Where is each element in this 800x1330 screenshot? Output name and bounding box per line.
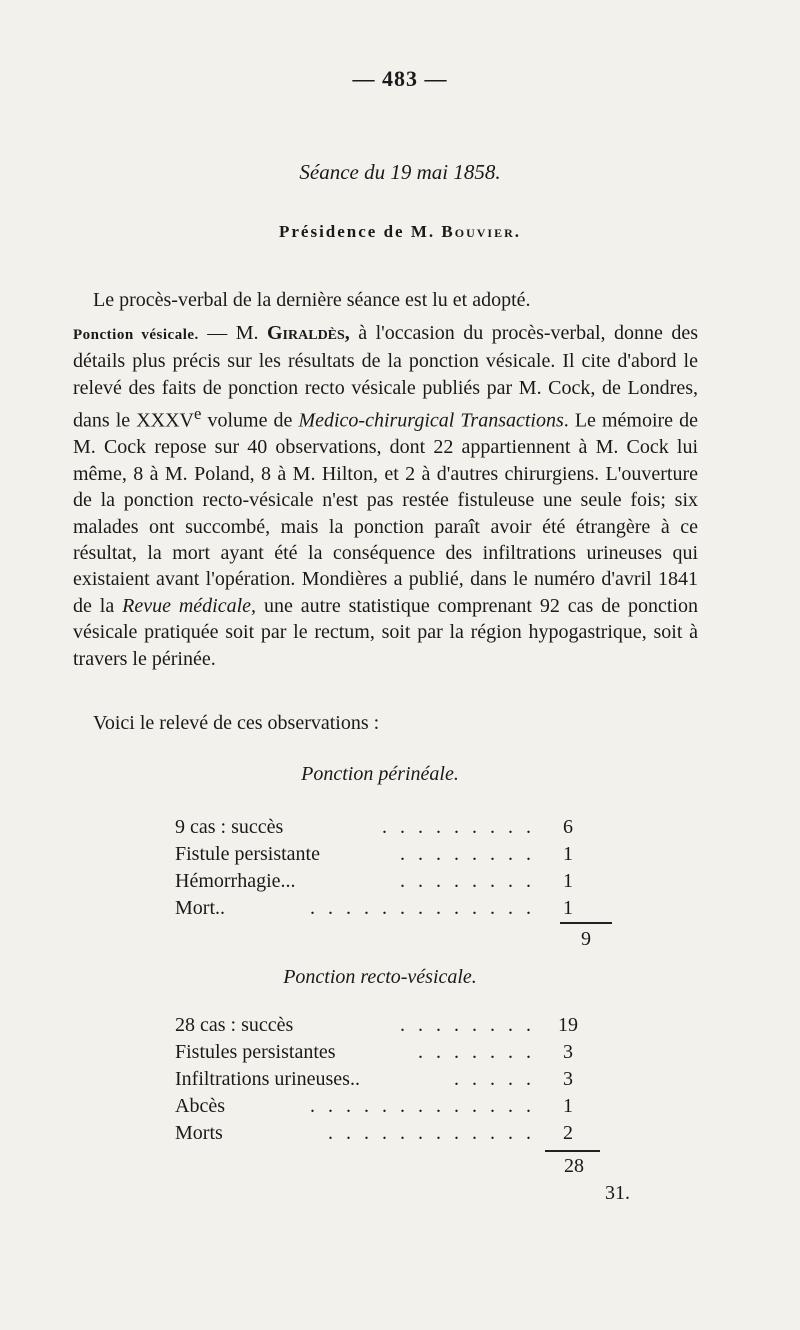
- table-row: [175, 1039, 590, 1066]
- row-dots: . . . . . . . . .: [382, 816, 535, 838]
- row-label: 28 cas : succès: [175, 1014, 294, 1036]
- main-paragraph: [73, 320, 698, 672]
- row-value: 19: [558, 1014, 578, 1036]
- row-dots: . . . . . . .: [418, 1041, 535, 1063]
- row-value: 1: [563, 843, 573, 865]
- paragraph-dash: — M.: [198, 322, 267, 344]
- row-value: 3: [563, 1068, 573, 1090]
- row-dots: . . . . .: [454, 1068, 535, 1090]
- paragraph-text-3: . Le mémoire de M. Cock repose sur 40 observations, dont 22 appartiennent à M. Cock lui même, 8 à M. Poland, 8 à M. Hilton, et 2 à d'autres chirurgiens. L'ouverture de la ponction recto-vésicale n'est pas restée fistuleuse une seule fois; six malades ont succombé, mais la ponction paraît avoir été étrangère à ce résultat, la mort ayant été la conséquence des infiltrations urineuses qui existaient avant l'opération. Mondières a publié, dans le numéro d'avril 1841 de la: [73, 409, 698, 617]
- presidency-line: [0, 222, 800, 242]
- journal-title-1: Medico-chirurgical Transactions: [298, 409, 564, 432]
- row-dots: . . . . . . . . . . . .: [328, 1122, 535, 1144]
- presidency-prefix: Présidence de M.: [278, 222, 442, 241]
- row-label: Hémorrhagie...: [175, 870, 296, 892]
- table2: [175, 1012, 590, 1147]
- table2-title: Ponction recto-vésicale.: [283, 966, 477, 988]
- row-label: Infiltrations urineuses..: [175, 1068, 360, 1090]
- table1: [175, 814, 590, 922]
- paragraph-text-1: à l'occasion du procès-verbal, donne des détails plus précis sur les résultats de la ponction vésicale. Il cite d'abord le relevé des faits de ponction recto vésicale publiés par M. Cock, de Londres, dans le XXXV: [73, 322, 698, 432]
- table-row: [175, 895, 590, 922]
- row-value: 1: [563, 897, 573, 919]
- journal-title-2: Revue médicale,: [122, 594, 257, 617]
- row-label: 9 cas : succès: [175, 816, 284, 838]
- row-label: Fistule persistante: [175, 843, 320, 865]
- sum-rule: [560, 922, 612, 924]
- row-value: 6: [563, 816, 573, 838]
- sum-rule: [545, 1150, 600, 1152]
- row-value: 1: [563, 870, 573, 892]
- grand-total: 31.: [605, 1182, 630, 1204]
- paragraph-text-2: volume de: [201, 409, 299, 432]
- page-number: — 483 —: [352, 66, 448, 91]
- row-dots: . . . . . . . .: [400, 843, 535, 865]
- intro-paragraph: Le procès-verbal de la dernière séance est lu et adopté.: [93, 289, 531, 311]
- row-dots: . . . . . . . .: [400, 870, 535, 892]
- paragraph-superscript: e: [194, 404, 202, 424]
- table1-title: Ponction périnéale.: [301, 763, 459, 785]
- president-name: Bouvier.: [441, 222, 521, 241]
- row-label: Mort..: [175, 897, 225, 919]
- row-dots: . . . . . . . . . . . . .: [310, 897, 535, 919]
- table-row: [175, 1093, 590, 1120]
- row-dots: . . . . . . . .: [400, 1014, 535, 1036]
- table-row: [175, 1012, 590, 1039]
- table-intro: Voici le relevé de ces observations :: [93, 712, 380, 734]
- table-row: [175, 868, 590, 895]
- table-row: [175, 1066, 590, 1093]
- row-value: 3: [563, 1041, 573, 1063]
- row-dots: . . . . . . . . . . . . .: [310, 1095, 535, 1117]
- table-row: [175, 841, 590, 868]
- paragraph-author: Giraldès,: [267, 322, 350, 344]
- paragraph-text-4: une autre statistique comprenant 92 cas de ponction vésicale pratiquée soit par le rectum, soit par la région hypogastrique, soit à travers le périnée.: [73, 594, 698, 670]
- table-row: [175, 1120, 590, 1147]
- table1-sum: 9: [581, 928, 591, 950]
- table2-sum: 28: [564, 1155, 584, 1177]
- session-heading: Séance du 19 mai 1858.: [299, 160, 501, 184]
- row-label: Morts: [175, 1122, 223, 1144]
- row-label: Fistules persistantes: [175, 1041, 336, 1063]
- row-value: 2: [563, 1122, 573, 1144]
- row-value: 1: [563, 1095, 573, 1117]
- paragraph-rubric: Ponction vésicale.: [73, 327, 199, 343]
- table-row: [175, 814, 590, 841]
- row-label: Abcès: [175, 1095, 225, 1117]
